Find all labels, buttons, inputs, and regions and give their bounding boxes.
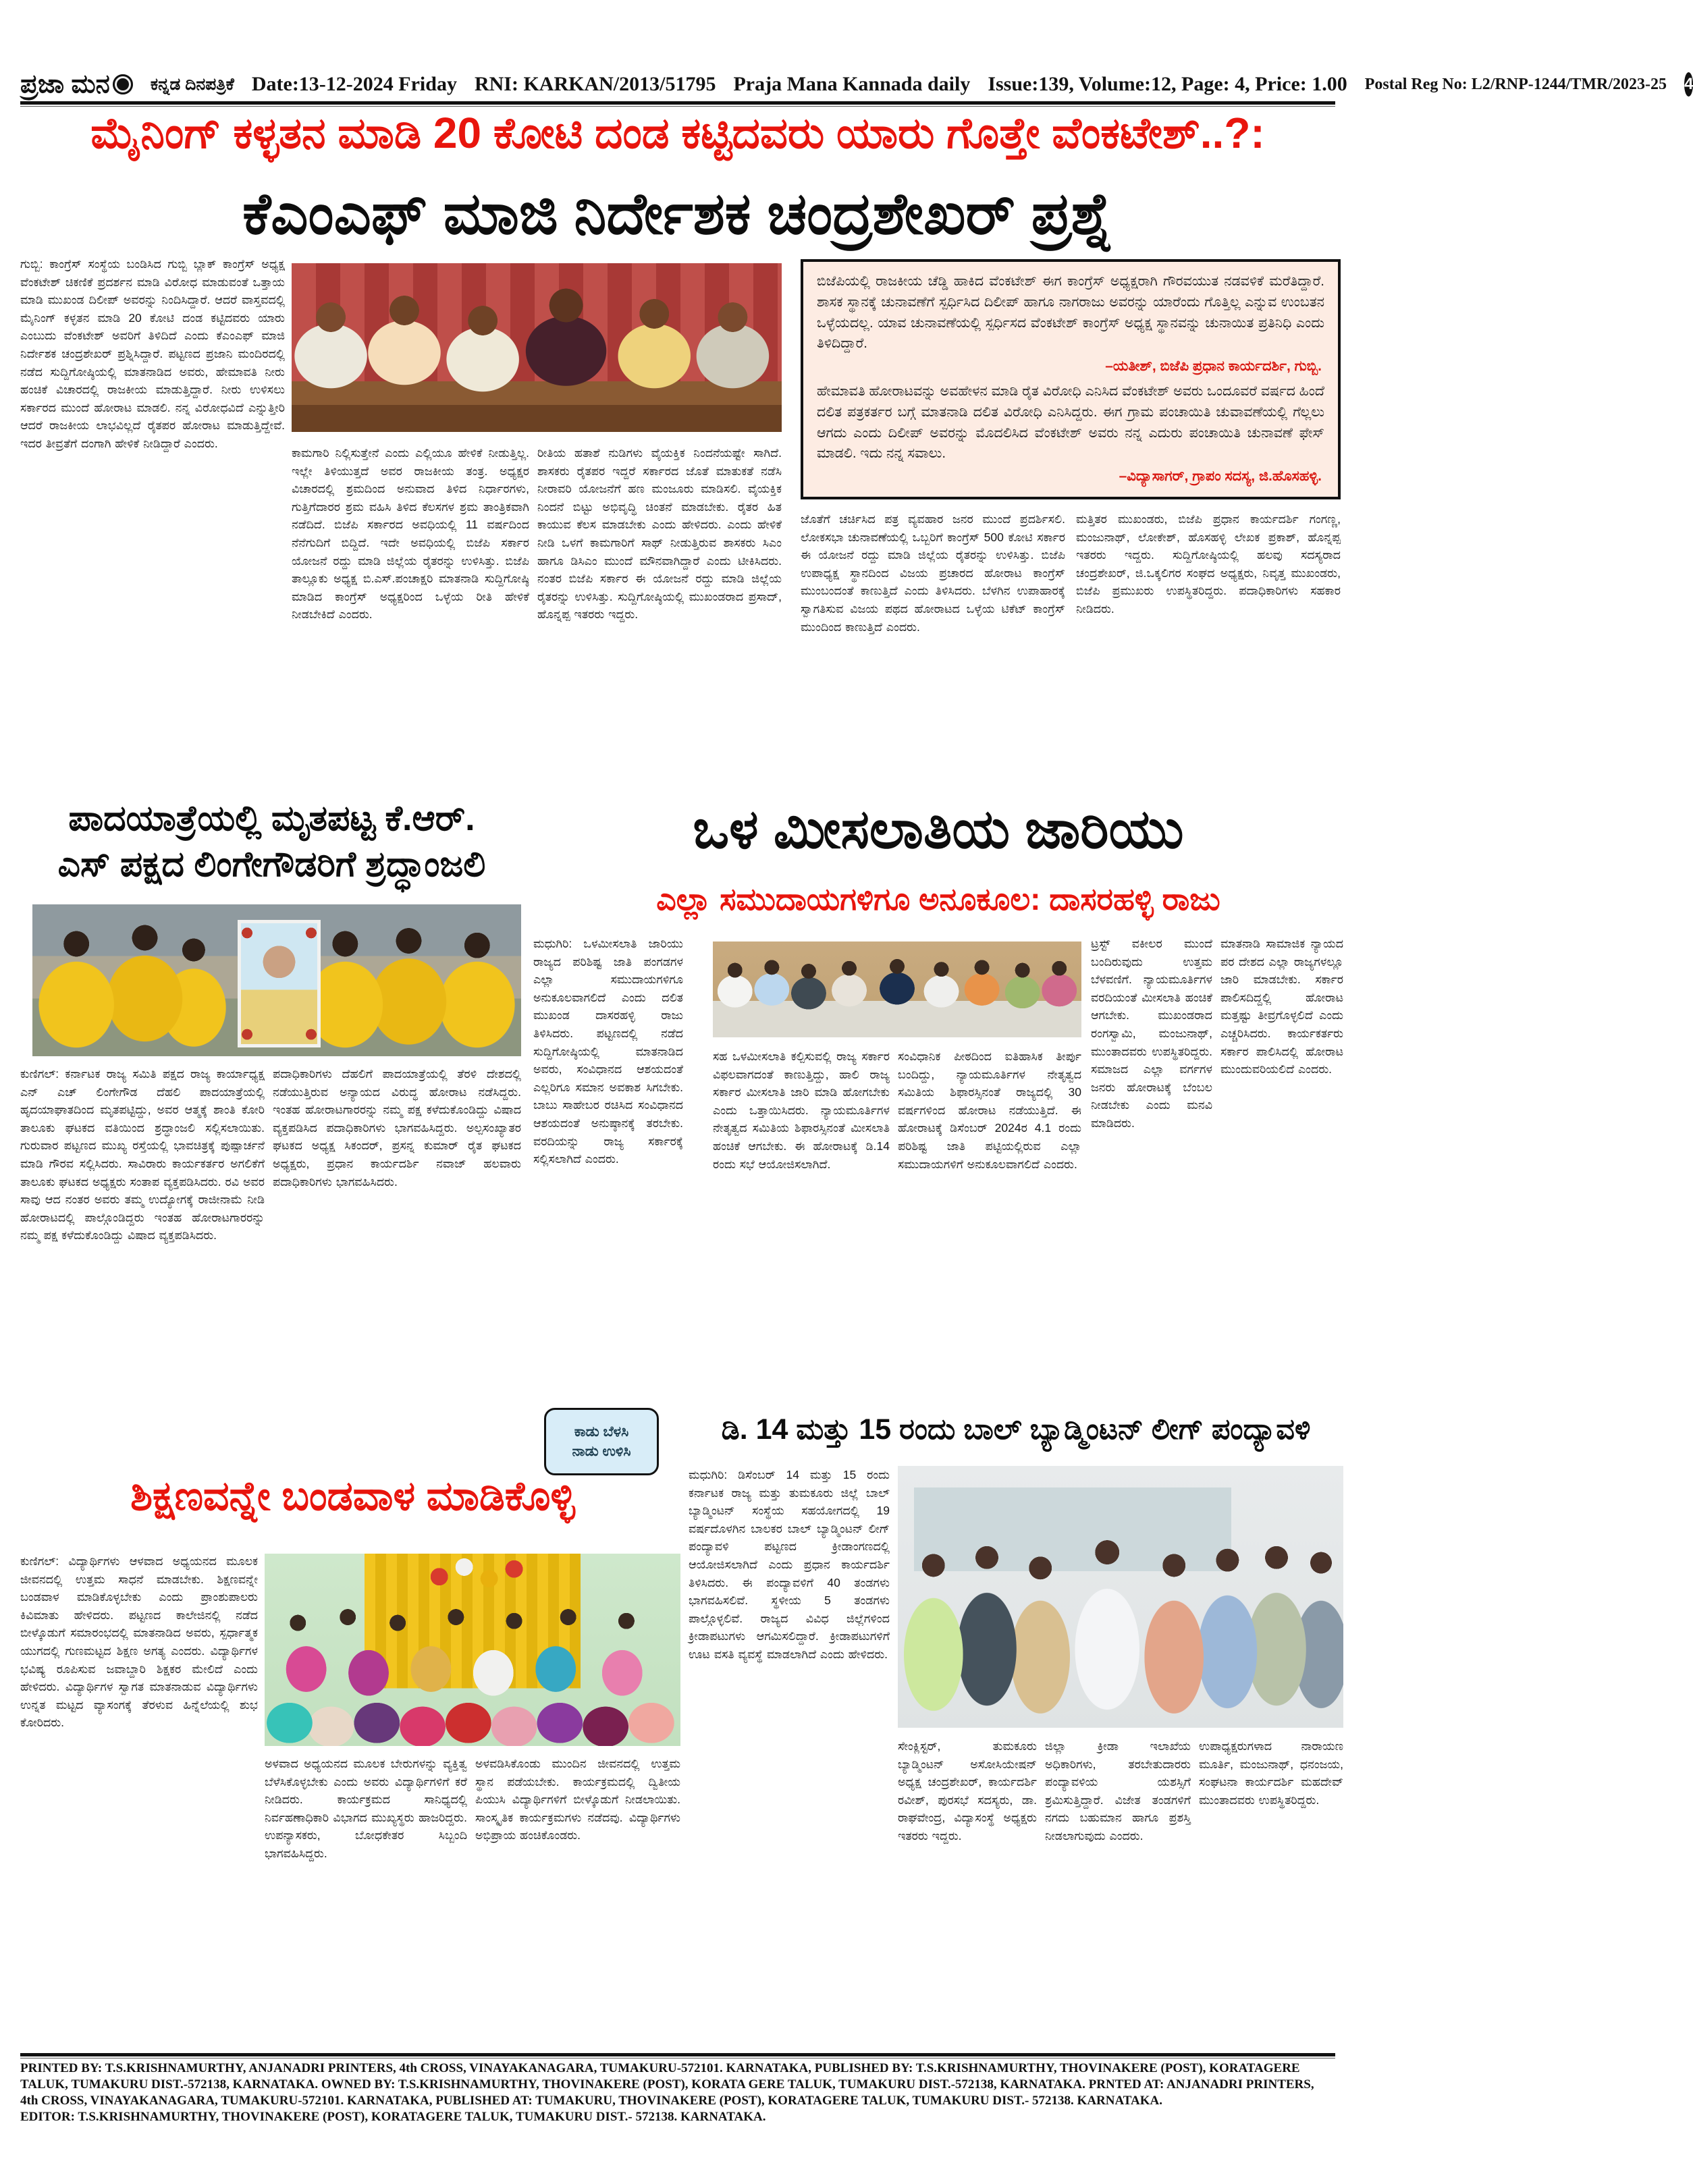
reservation-column-3: ಸಂವಿಧಾನಿಕ ಪೀಠದಿಂದ ಐತಿಹಾಸಿಕ ತೀರ್ಪು ಬಂದಿದ್ದು, ನ್ಯಾಯಮೂರ್ತಿಗಳ ನೇತೃತ್ವದ ಸಮಿತಿಯ ಶಿಫಾರಸ್ಸಿನಂತೆ ರಾಜ್ಯದಲ್ಲಿ 30 ವರ್ಷಗಳಿಂದ ಹೋರಾಟ ನಡೆಯುತ್ತಿದೆ. ಈ ಹೋರಾಟಕ್ಕೆ ಡಿಸೆಂಬರ್ 2024ರ 4.1 ರಂದು ಪರಿಶಿಷ್ಟ ಜಾತಿ ಪಟ್ಟಿಯಲ್ಲಿರುವ ಎಲ್ಲಾ ಸಮುದಾಯಗಳಿಗೆ ಅನುಕೂಲವಾಗಲಿದೆ ಎಂದರು. (898, 1049, 1081, 1171)
footer-imprint-line3: 4th CROSS, VINAYAKANAGARA, TUMAKURU-572101. KARNATAKA, PUBLISHED AT: TUMAKURU, THOVINAKERE (POST), KORATAGERE TALUK, TUMAKURU DIST.- 572138. KARNATAKA. (20, 2094, 1163, 2108)
footer-imprint-line4: EDITOR: T.S.KRISHNAMURTHY, THOVINAKERE (POST), KORATAGERE TALUK, TUMAKURU DIST.- 572138. KARNATAKA. (20, 2110, 766, 2124)
education-column-3: ಅಳವಡಿಸಿಕೊಂಡು ಮುಂದಿನ ಜೀವನದಲ್ಲಿ ಉತ್ತಮ ಸ್ಥಾನ ಪಡೆಯಬೇಕು. ಕಾರ್ಯಕ್ರಮದಲ್ಲಿ ದ್ವಿತೀಯ ಪಿಯುಸಿ ವಿದ್ಯಾರ್ಥಿಗಳಿಗೆ ಬೀಳ್ಕೊಡುಗೆ ನೀಡಲಾಯಿತು. ಸಾಂಸ್ಕೃತಿಕ ಕಾರ್ಯಕ್ರಮಗಳು ನಡೆದವು. ವಿದ್ಯಾರ್ಥಿಗಳು ಅಭಿಪ್ರಾಯ ಹಂಚಿಕೊಂಡರು. (475, 1757, 680, 1842)
quote-attribution-2: –ವಿದ್ಯಾಸಾಗರ್, ಗ್ರಾಪಂ ಸದಸ್ಯ, ಜಿ.ಹೊಸಹಳ್ಳಿ. (1119, 468, 1322, 484)
lead-column-4: ಜೊತೆಗೆ ಚರ್ಚಿಸಿದ ಪತ್ರ ವ್ಯವಹಾರ ಜನರ ಮುಂದೆ ಪ್ರದರ್ಶಿಸಲಿ. ಲೋಕಸಭಾ ಚುನಾವಣೆಯಲ್ಲಿ ಒಬ್ಬರಿಗೆ ಕಾಂಗ್ರೆಸ್ 500 ಕೋಟಿ ಸರ್ಕಾರ ಈ ಯೋಜನೆ ರದ್ದು ಮಾಡಿ ಜಿಲ್ಲೆಯ ರೈತರನ್ನು ಉಳಿಸಿತ್ತು. ಬಿಜೆಪಿ ಉಪಾಧ್ಯಕ್ಷ ಸ್ಥಾನದಿಂದ ವಿಜಯ ಪ್ರಚಾರದ ಹೋರಾಟ ಕಾಂಗ್ರೆಸ್ ಮುಂಬಂದಂತೆ ಕಾಣುತ್ತಿದೆ ಎಂದು ತಿಳಿಸಿದರು. ಬೆಳಗಿನ ಉಪಾಹಾರಕ್ಕೆ ಸ್ವಾಗತಿಸುವ ವಿಜಯ ಪಥದ ಹೋರಾಟದ ಒಳ್ಳೆಯ ಟಿಕೆಟ್ ಕಾಂಗ್ರೆಸ್ ಮುಂದಿಂದ ಕಾಣುತ್ತಿದೆ ಎಂದರು. (801, 512, 1065, 634)
newspaper-logo-text: ಪ್ರಜಾ ಮನ (20, 70, 110, 99)
press-conference-photo (292, 263, 782, 432)
badminton-headline: ಡಿ. 14 ಮತ್ತು 15 ರಂದು ಬಾಲ್ ಬ್ಯಾಡ್ಮಿಂಟನ್ ಲೀಗ್ ಪಂದ್ಯಾವಳಿ (721, 1413, 1311, 1446)
lead-column-5: ಮತ್ತಿತರ ಮುಖಂಡರು, ಬಿಜೆಪಿ ಪ್ರಧಾನ ಕಾರ್ಯದರ್ಶಿ ಗಂಗಣ್ಣ, ಮಂಜುನಾಥ್, ಲೋಕೇಶ್, ಹೊಸಹಳ್ಳಿ ಲೇಖಕ ಪ್ರಕಾಶ್, ಹೊನ್ನಪ್ಪ ಇತರರು ಇದ್ದರು. ಸುದ್ದಿಗೋಷ್ಠಿಯಲ್ಲಿ ಹಲವು ಸದಸ್ಯರಾದ ಚಂದ್ರಶೇಖರ್, ಜಿ.ಒಕ್ಕಲಿಗರ ಸಂಘದ ಅಧ್ಯಕ್ಷರು, ನಿವೃತ್ತ ಮುಖಂಡರು, ಬಿಜೆಪಿ ಪ್ರಮುಖರು ಉಪಸ್ಥಿತರಿದ್ದರು. ಪದಾಧಿಕಾರಿಗಳು ಸಹಕಾರ ನೀಡಿದರು. (1076, 512, 1341, 616)
eco-slogan-box (544, 1408, 659, 1475)
reservation-subheadline: ಎಲ್ಲಾ ಸಮುದಾಯಗಳಿಗೂ ಅನೂಕೂಲ: ದಾಸರಹಳ್ಳಿ ರಾಜು (656, 881, 1220, 917)
masthead-tagline: ಕನ್ನಡ ದಿನಪತ್ರಿಕೆ (150, 74, 234, 94)
reservation-column-5: ಮಾತನಾಡಿ ಸಾಮಾಜಿಕ ನ್ಯಾಯದ ಪರ ದೇಶದ ಎಲ್ಲಾ ರಾಜ್ಯಗಳಲ್ಲೂ ಜಾರಿ ಮಾಡಬೇಕು. ಸರ್ಕಾರ ಪಾಲಿಸದಿದ್ದಲ್ಲಿ ಹೋರಾಟ ಮತ್ತಷ್ಟು ತೀವ್ರಗೊಳ್ಳಲಿದೆ ಎಂದು ಎಚ್ಚರಿಸಿದರು. ಕಾರ್ಯಕರ್ತರು ಸರ್ಕಾರ ಪಾಲಿಸಿದಲ್ಲಿ ಹೋರಾಟ ಮುಂದುವರಿಯಲಿದೆ ಎಂದರು. (1220, 937, 1343, 1076)
badminton-column-3: ಜಿಲ್ಲಾ ಕ್ರೀಡಾ ಇಲಾಖೆಯ ಅಧಿಕಾರಿಗಳು, ತರಬೇತುದಾರರು ಪಂದ್ಯಾವಳಿಯ ಯಶಸ್ಸಿಗೆ ಶ್ರಮಿಸುತ್ತಿದ್ದಾರೆ. ವಿಜೇತ ತಂಡಗಳಿಗೆ ನಗದು ಬಹುಮಾನ ಹಾಗೂ ಪ್ರಶಸ್ತಿ ನೀಡಲಾಗುವುದು ಎಂದರು. (1045, 1739, 1191, 1842)
quote-text-2: ಹೇಮಾವತಿ ಹೋರಾಟವನ್ನು ಅವಹೇಳನ ಮಾಡಿ ರೈತ ವಿರೋಧಿ ಎನಿಸಿದ ವೆಂಕಟೇಶ್ ಅವರು ಒಂದೂವರೆ ವರ್ಷದ ಹಿಂದೆ ದಲಿತ ಪತ್ರಕರ್ತರ ಬಗ್ಗೆ ಮಾತನಾಡಿ ದಲಿತ ವಿರೋಧಿ ಎನಿಸಿದ್ದರು. ಈಗ ಗ್ರಾಮ ಪಂಚಾಯಿತಿ ಚುವಾವಣೆಯಲ್ಲಿ ಗೆಲ್ಲಲು ಆಗದು ಎಂದು ದಿಲೀಪ್ ಅವರನ್ನು ಮೊದಲಿಸಿದ ವೆಂಕಟೇಶ್ ಅವರು ನನ್ನ ಎದುರು ಪಂಚಾಯಿತಿ ಚುನಾವಣೆ ಫೇಸ್ ಮಾಡಲಿ. ಇದು ನನ್ನ ಸವಾಲು. (817, 383, 1324, 462)
garlanded-portrait (238, 920, 321, 1047)
education-column-1: ಕುಣಿಗಲ್: ವಿದ್ಯಾರ್ಥಿಗಳು ಆಳವಾದ ಅಧ್ಯಯನದ ಮೂಲಕ ಜೀವನದಲ್ಲಿ ಉತ್ತಮ ಸಾಧನೆ ಮಾಡಬೇಕು. ಶಿಕ್ಷಣವನ್ನೇ ಬಂಡವಾಳ ಮಾಡಿಕೊಳ್ಳಬೇಕು ಎಂದು ಪ್ರಾಂಶುಪಾಲರು ಕಿವಿಮಾತು ಹೇಳಿದರು. ಪಟ್ಟಣದ ಕಾಲೇಜಿನಲ್ಲಿ ನಡೆದ ಬೀಳ್ಕೊಡುಗೆ ಸಮಾರಂಭದಲ್ಲಿ ಮಾತನಾಡಿದ ಅವರು, ಸ್ಪರ್ಧಾತ್ಮಕ ಯುಗದಲ್ಲಿ ಗುಣಮಟ್ಟದ ಶಿಕ್ಷಣ ಅಗತ್ಯ ಎಂದರು. ವಿದ್ಯಾರ್ಥಿಗಳ ಭವಿಷ್ಯ ರೂಪಿಸುವ ಜವಾಬ್ದಾರಿ ಶಿಕ್ಷಕರ ಮೇಲಿದೆ ಎಂದು ಹೇಳಿದರು. ವಿದ್ಯಾರ್ಥಿಗಳ ಸ್ವಾಗತ ಮಾತನಾಡುವ ವಿದ್ಯಾರ್ಥಿಗಳು ಉನ್ನತ ಮಟ್ಟದ ವ್ಯಾಸಂಗಕ್ಕೆ ತೆರಳುವ ಹಿನ್ನೆಲೆಯಲ್ಲಿ ಶುಭ ಕೋರಿದರು. (20, 1554, 258, 1730)
masthead-rule (20, 101, 1335, 105)
college-event-photo (265, 1554, 680, 1746)
masthead-issue-info: Issue:139, Volume:12, Page: 4, Price: 1.00 (988, 73, 1347, 95)
masthead-postal-reg: Postal Reg No: L2/RNP-1244/TMR/2023-25 (1364, 75, 1667, 93)
tribute-photo (32, 904, 521, 1056)
reservation-headline: ಒಳ ಮೀಸಲಾತಿಯ ಜಾರಿಯು (693, 799, 1184, 859)
lead-headline: ಕೆಎಂಎಫ್ ಮಾಜಿ ನಿರ್ದೇಶಕ ಚಂದ್ರಶೇಖರ್ ಪ್ರಶ್ನೆ (242, 182, 1113, 246)
footer-imprint-line1: PRINTED BY: T.S.KRISHNAMURTHY, ANJANADRI PRINTERS, 4th CROSS, VINAYAKANAGARA, TUMAKURU-572101. KARNATAKA, PUBLISHED BY: T.S.KRISHNAMURTHY, THOVINAKERE (POST), KORATAGERE (20, 2061, 1300, 2075)
quote-box (801, 259, 1341, 499)
reservation-column-4: ಟ್ರಸ್ಟ್ ವಕೀಲರ ಮುಂದೆ ಬಂದಿರುವುದು ಉತ್ತಮ ಬೆಳವಣಿಗೆ. ನ್ಯಾಯಮೂರ್ತಿಗಳ ವರದಿಯಂತೆ ಮೀಸಲಾತಿ ಹಂಚಿಕೆ ಆಗಬೇಕು. ಮುಖಂಡರಾದ ರಂಗಸ್ವಾಮಿ, ಮಂಜುನಾಥ್, ಮುಂತಾದವರು ಉಪಸ್ಥಿತರಿದ್ದರು. ಸಮಾಜದ ಎಲ್ಲಾ ವರ್ಗಗಳ ಜನರು ಹೋರಾಟಕ್ಕೆ ಬೆಂಬಲ ನೀಡಬೇಕು ಎಂದು ಮನವಿ ಮಾಡಿದರು. (1091, 937, 1212, 1130)
page-number-badge: 4 (1684, 72, 1693, 97)
badminton-column-1: ಮಧುಗಿರಿ: ಡಿಸೆಂಬರ್ 14 ಮತ್ತು 15 ರಂದು ಕರ್ನಾಟಕ ರಾಜ್ಯ ಮತ್ತು ತುಮಕೂರು ಜಿಲ್ಲೆ ಬಾಲ್ ಬ್ಯಾಡ್ಮಿಂಟನ್ ಸಂಸ್ಥೆಯ ಸಹಯೋಗದಲ್ಲಿ 19 ವರ್ಷದೊಳಗಿನ ಬಾಲಕರ ಬಾಲ್ ಬ್ಯಾಡ್ಮಿಂಟನ್ ಲೀಗ್ ಪಂದ್ಯಾವಳಿ ಪಟ್ಟಣದ ಕ್ರೀಡಾಂಗಣದಲ್ಲಿ ಆಯೋಜಿಸಲಾಗಿದೆ ಎಂದು ಪ್ರಧಾನ ಕಾರ್ಯದರ್ಶಿ ತಿಳಿಸಿದರು. ಈ ಪಂದ್ಯಾವಳಿಗೆ 40 ತಂಡಗಳು ಭಾಗವಹಿಸಲಿವೆ. ಸ್ಥಳೀಯ 5 ತಂಡಗಳು ಪಾಲ್ಗೊಳ್ಳಲಿವೆ. ರಾಜ್ಯದ ವಿವಿಧ ಜಿಲ್ಲೆಗಳಿಂದ ಕ್ರೀಡಾಪಟುಗಳು ಆಗಮಿಸಲಿದ್ದಾರೆ. ಕ್ರೀಡಾಪಟುಗಳಿಗೆ ಊಟ ವಸತಿ ವ್ಯವಸ್ಥೆ ಮಾಡಲಾಗಿದೆ ಎಂದು ಹೇಳಿದರು. (689, 1468, 890, 1661)
badminton-column-2: ಸೇಂಕ್ಲಿಸ್ಟರ್, ತುಮಕೂರು ಬ್ಯಾಡ್ಮಿಂಟನ್ ಅಸೋಸಿಯೇಷನ್ ಅಧ್ಯಕ್ಷ ಚಂದ್ರಶೇಖರ್, ಕಾರ್ಯದರ್ಶಿ ರವೀಶ್, ಪುರಸಭೆ ಸದಸ್ಯರು, ಡಾ. ರಾಘವೇಂದ್ರ, ವಿದ್ಯಾಸಂಸ್ಥೆ ಅಧ್ಯಕ್ಷರು ಇತರರು ಇದ್ದರು. (898, 1739, 1037, 1842)
footer-imprint-line2: TALUK, TUMAKURU DIST.-572138, KARNATAKA. OWNED BY: T.S.KRISHNAMURTHY, THOVINAKERE (POST), KORATA GERE TALUK, TUMAKURU DIST.-572138, KARNATAKA. PRNTED AT: ANJANADRI PRINTERS, (20, 2077, 1314, 2092)
footer-rule (20, 2053, 1335, 2056)
tribute-column-2: ಪದಾಧಿಕಾರಿಗಳು ದೆಹಲಿಗೆ ಪಾದಯಾತ್ರೆಯಲ್ಲಿ ತೆರಳಿ ದೇಶದಲ್ಲಿ ನಡೆಯುತ್ತಿರುವ ಅನ್ಯಾಯದ ವಿರುದ್ಧ ಹೋರಾಟ ನಡೆಸಿದ್ದರು. ಇಂತಹ ಹೋರಾಟಗಾರರನ್ನು ನಮ್ಮ ಪಕ್ಷ ಕಳೆದುಕೊಂಡಿದ್ದು ವಿಷಾದ ವ್ಯಕ್ತಪಡಿಸಿದ ಪದಾಧಿಕಾರಿಗಳು ಭಾಗವಹಿಸಿದ್ದರು. ಅಲ್ಪಸಂಖ್ಯಾತರ ಘಟಕದ ಅಧ್ಯಕ್ಷ ಸಿಕಂದರ್, ಪ್ರಸನ್ನ ಕುಮಾರ್ ರೈತ ಘಟಕದ ಅಧ್ಯಕ್ಷರು, ಪ್ರಧಾನ ಕಾರ್ಯದರ್ಶಿ ನವಾಜ್ ಹಲವಾರು ಪದಾಧಿಕಾರಿಗಳು ಭಾಗವಹಿಸಿದರು. (273, 1067, 521, 1189)
reservation-column-2: ಸಹ ಒಳಮೀಸಲಾತಿ ಕಲ್ಪಿಸುವಲ್ಲಿ ರಾಜ್ಯ ಸರ್ಕಾರ ವಿಫಲವಾಗದಂತೆ ಕಾಣುತ್ತಿದ್ದು, ಹಾಲಿ ರಾಜ್ಯ ಸರ್ಕಾರ ಮೀಸಲಾತಿ ಜಾರಿ ಮಾಡಿ ಹೋಗಬೇಕು ಎಂದು ಒತ್ತಾಯಿಸಿದರು. ನ್ಯಾಯಮೂರ್ತಿಗಳ ನೇತೃತ್ವದ ಸಮಿತಿಯ ಶಿಫಾರಸ್ಸಿನಂತೆ ಮೀಸಲಾತಿ ಹಂಚಿಕೆ ಆಗಬೇಕು. ಈ ಹೋರಾಟಕ್ಕೆ ಡಿ.14 ರಂದು ಸಭೆ ಆಯೋಜಿಸಲಾಗಿದೆ. (713, 1049, 890, 1171)
masthead-rni: RNI: KARKAN/2013/51795 (474, 73, 716, 95)
masthead-date: Date:13-12-2024 Friday (251, 73, 457, 95)
tribute-headline-line2: ಎಸ್ ಪಕ್ಷದ ಲಿಂಗೇಗೌಡರಿಗೆ ಶ್ರದ್ಧಾಂಜಲಿ (57, 845, 486, 884)
eco-slogan-line1: ಕಾಡು ಬೆಳಸಿ (574, 1423, 629, 1440)
quote-attribution-1: –ಯತೀಶ್, ಬಿಜೆಪಿ ಪ್ರಧಾನ ಕಾರ್ಯದರ್ಶಿ, ಗುಬ್ಬಿ. (1105, 358, 1322, 374)
lead-column-1: ಗುಬ್ಬಿ: ಕಾಂಗ್ರೆಸ್ ಸಂಸ್ಥೆಯ ಬಂಡಿಸಿದ ಗುಬ್ಬಿ ಬ್ಲಾಕ್ ಕಾಂಗ್ರೆಸ್ ಅಧ್ಯಕ್ಷ ವೆಂಕಟೇಶ್ ಚಿಕಣಿಕೆ ಪ್ರದರ್ಶನ ಮಾಡಿ ವಿರೋಧ ಮಾಡುವಂತೆ ಒತ್ತಾಯ ಮಾಡಿ ಮುಖಂಡ ದಿಲೀಪ್ ಅವರನ್ನು ನಿಂದಿಸಿದ್ದಾರೆ. ಆದರೆ ವಾಸ್ತವದಲ್ಲಿ ಮೈನಿಂಗ್ ಕಳ್ಳತನ ಮಾಡಿ 20 ಕೋಟಿ ದಂಡ ಕಟ್ಟಿದವರು ಯಾರು ಎಂಬುದು ವೆಂಕಟೇಶ್ ಅವರಿಗೆ ತಿಳಿದಿದೆ ಎಂದು ಕೆಎಂಎಫ್ ಮಾಜಿ ನಿರ್ದೇಶಕ ಚಂದ್ರಶೇಖರ್ ಪ್ರಶ್ನಿಸಿದ್ದಾರೆ. ಪಟ್ಟಣದ ಪ್ರಜಾನಿ ಮಂದಿರದಲ್ಲಿ ನಡೆದ ಸುದ್ದಿಗೋಷ್ಠಿಯಲ್ಲಿ ಮಾತನಾಡಿದ ಅವರು, ಹೇಮಾವತಿ ನೀರು ಹಂಚಿಕೆ ವಿಚಾರದಲ್ಲಿ ರಾಜಕೀಯ ಮಾಡುತ್ತಿದ್ದಾರೆ. ನೀರು ಉಳಿಸಲು ಸರ್ಕಾರದ ಮುಂದೆ ಹೋರಾಟ ಮಾಡಲಿ. ನನ್ನ ವಿರೋಧವಿದೆ ಎನ್ನುತ್ತೀರಿ ಆದರೆ ರಾಜಕೀಯ ಲಾಭವಿಲ್ಲದೆ ರೈತಪರ ಹೋರಾಟ ಮಾಡುತ್ತಿದ್ದೇವೆ. ಇದರ ತೀವ್ರತೆಗೆ ದಂಗಾಗಿ ಹೇಳಿಕೆ ನೀಡಿದ್ದಾರೆ ಎಂದರು. (20, 257, 285, 450)
badminton-team-photo (898, 1466, 1343, 1728)
lead-kicker: ಮೈನಿಂಗ್ ಕಳ್ಳತನ ಮಾಡಿ 20 ಕೋಟಿ ದಂಡ ಕಟ್ಟಿದವರು ಯಾರು ಗೊತ್ತೇ ವೆಂಕಟೇಶ್..?: (90, 109, 1265, 157)
eco-slogan-line2: ನಾಡು ಉಳಿಸಿ (572, 1444, 631, 1459)
masthead (20, 67, 1693, 101)
education-column-2: ಅಳವಾದ ಅಧ್ಯಯನದ ಮೂಲಕ ಬೇರುಗಳನ್ನು ವ್ಯಕ್ತಿತ್ವ ಬೆಳೆಸಿಕೊಳ್ಳಬೇಕು ಎಂದು ಅವರು ವಿದ್ಯಾರ್ಥಿಗಳಿಗೆ ಕರೆ ನೀಡಿದರು. ಕಾರ್ಯಕ್ರಮದ ಸಾನಿಧ್ಯದಲ್ಲಿ ನಿರ್ವಹಣಾಧಿಕಾರಿ ವಿಭಾಗದ ಮುಖ್ಯಸ್ಥರು ಹಾಜರಿದ್ದರು. ಉಪನ್ಯಾಸಕರು, ಬೋಧಕೇತರ ಸಿಬ್ಬಂದಿ ಭಾಗವಹಿಸಿದ್ದರು. (265, 1757, 467, 1860)
lead-column-3: ರೀತಿಯ ಹತಾಶೆ ನುಡಿಗಳು ವೈಯಕ್ತಿಕ ನಿಂದನೆಯಷ್ಟೇ ಸಾಗಿದೆ. ಶಾಸಕರು ರೈತಪರ ಇದ್ದರೆ ಸರ್ಕಾರದ ಜೊತೆ ಮಾತುಕತೆ ನಡೆಸಿ ನೀರಾವರಿ ಯೋಜನೆಗೆ ಹಣ ಮಂಜೂರು ಮಾಡಿಸಲಿ. ವೈಯಕ್ತಿಕ ನಿಂದನೆ ಬಿಟ್ಟು ಅಭಿವೃದ್ಧಿ ಚಿಂತನೆ ಮಾಡಬೇಕು. ರೈತರ ಹಿತ ಕಾಯುವ ಕೆಲಸ ಮಾಡಬೇಕು ಎಂದು ಹೇಳಿದರು. ಎಂದು ಹೇಳಿಕೆ ನೀಡಿ ಒಳಗೆ ಕಾಮಗಾರಿಗೆ ಸಾಥ್ ನೀಡುತ್ತಿರುವ ಶಾಸಕರು ಸಿಎಂ ಹಾಗೂ ಡಿಸಿಎಂ ಮುಂದೆ ಮೌನವಾಗಿದ್ದಾರೆ ಎಂದು ಟೀಕಿಸಿದರು. ನಂತರ ಬಿಜೆಪಿ ಸರ್ಕಾರ ಈ ಯೋಜನೆ ರದ್ದು ಮಾಡಿ ಜಿಲ್ಲೆಯ ರೈತರನ್ನು ಉಳಿಸಿತ್ತು. ಸುದ್ದಿಗೋಷ್ಠಿಯಲ್ಲಿ ಮುಖಂಡರಾದ ಪ್ರಸಾದ್, ಹೊನ್ನಪ್ಪ ಇತರರು ಇದ್ದರು. (537, 446, 782, 622)
tribute-headline-line1: ಪಾದಯಾತ್ರೆಯಲ್ಲಿ ಮೃತಪಟ್ಟ ಕೆ.ಆರ್. (68, 799, 475, 838)
masthead-english-name: Praja Mana Kannada daily (733, 73, 971, 95)
badminton-column-4: ಉಪಾಧ್ಯಕ್ಷರುಗಳಾದ ನಾರಾಯಣ ಮೂರ್ತಿ, ಮಂಜುನಾಥ್, ಧನಂಜಯ, ಸಂಘಟನಾ ಕಾರ್ಯದರ್ಶಿ ಮಹದೇವ್ ಮುಂತಾದವರು ಉಪಸ್ಥಿತರಿದ್ದರು. (1199, 1739, 1343, 1807)
tribute-column-1: ಕುಣಿಗಲ್: ಕರ್ನಾಟಕ ರಾಜ್ಯ ಸಮಿತಿ ಪಕ್ಷದ ರಾಜ್ಯ ಕಾರ್ಯಾಧ್ಯಕ್ಷ ಎನ್ ಎಚ್ ಲಿಂಗೇಗೌಡ ದೆಹಲಿ ಪಾದಯಾತ್ರೆಯಲ್ಲಿ ಹೃದಯಾಘಾತದಿಂದ ಮೃತಪಟ್ಟಿದ್ದು, ಅವರ ಆತ್ಮಕ್ಕೆ ಶಾಂತಿ ಕೋರಿ ತಾಲೂಕು ಘಟಕದ ವತಿಯಿಂದ ಶ್ರದ್ಧಾಂಜಲಿ ಸಲ್ಲಿಸಲಾಯಿತು. ಗುರುವಾರ ಪಟ್ಟಣದ ಮುಖ್ಯ ರಸ್ತೆಯಲ್ಲಿ ಭಾವಚಿತ್ರಕ್ಕೆ ಪುಷ್ಪಾರ್ಚನೆ ಮಾಡಿ ಗೌರವ ಸಲ್ಲಿಸಿದರು. ಸಾವಿರಾರು ಕಾರ್ಯಕರ್ತರ ಅಗಲಿಕೆಗೆ ತಾಲೂಕು ಘಟಕದ ಅಧ್ಯಕ್ಷರು ಸಂತಾಪ ವ್ಯಕ್ತಪಡಿಸಿದರು. ರವಿ ಅವರ ಸಾವು ಆದ ನಂತರ ಅವರು ತಮ್ಮ ಉದ್ಯೋಗಕ್ಕೆ ರಾಜೀನಾಮೆ ನೀಡಿ ಹೋರಾಟದಲ್ಲಿ ಪಾಲ್ಗೊಂಡಿದ್ದರು ಇಂತಹ ಹೋರಾಟಗಾರರನ್ನು ನಮ್ಮ ಪಕ್ಷ ಕಳೆದುಕೊಂಡಿದ್ದು ವಿಷಾದ ವ್ಯಕ್ತಪಡಿಸಿದರು. (20, 1067, 265, 1243)
meeting-photo (713, 941, 1081, 1037)
education-headline: ಶಿಕ್ಷಣವನ್ನೇ ಬಂಡವಾಳ ಮಾಡಿಕೊಳ್ಳಿ (130, 1473, 575, 1519)
lead-column-2: ಕಾಮಗಾರಿ ನಿಲ್ಲಿಸುತ್ತೇನೆ ಎಂದು ಎಲ್ಲಿಯೂ ಹೇಳಿಕೆ ನೀಡುತ್ತಿಲ್ಲ. ಇಲ್ಲೇ ತಿಳಿಯುತ್ತದೆ ಅವರ ರಾಜಕೀಯ ತಂತ್ರ. ಅಧ್ಯಕ್ಷರ ವಿಚಾರದಲ್ಲಿ ಶ್ರಮದಿಂದ ಅನುವಾದ ತಿಳಿದ ನಿರ್ಧಾರಗಳು, ಗುತ್ತಿಗೆದಾರರ ಶ್ರಮ ವಹಿಸಿ ತಿಳಿದ ಕೆಲಸಗಳ ಶ್ರಮ ತಾಂತ್ರಿಕವಾಗಿ ನಡೆದಿದೆ. ಬಿಜೆಪಿ ಸರ್ಕಾರದ ಅವಧಿಯಲ್ಲಿ 11 ವರ್ಷದಿಂದ ನೆನೆಗುದಿಗೆ ಬಿದ್ದಿದೆ. ಇದೇ ಅವಧಿಯಲ್ಲಿ ಬಿಜೆಪಿ ಸರ್ಕಾರ ಯೋಜನೆ ರದ್ದು ಮಾಡಿ ಜಿಲ್ಲೆಯ ರೈತರನ್ನು ಉಳಿಸಿತ್ತು. ಬಿಜೆಪಿ ತಾಲ್ಲೂಕು ಅಧ್ಯಕ್ಷ ಬಿ.ಎಸ್.ಪಂಚಾಕ್ಷರಿ ಮಾತನಾಡಿ ಸುದ್ದಿಗೋಷ್ಠಿ ಮಾಡಿದ ಕಾಂಗ್ರೆಸ್ ಅಧ್ಯಕ್ಷರಿಂದ ಒಳ್ಳೆಯ ರೀತಿ ಹೇಳಿಕೆ ನೀಡಬೇಕಿದೆ ಎಂದರು. (292, 446, 529, 622)
reservation-column-1: ಮಧುಗಿರಿ: ಒಳಮೀಸಲಾತಿ ಜಾರಿಯು ರಾಜ್ಯದ ಪರಿಶಿಷ್ಟ ಜಾತಿ ಪಂಗಡಗಳ ಎಲ್ಲಾ ಸಮುದಾಯಗಳಿಗೂ ಅನುಕೂಲವಾಗಲಿದೆ ಎಂದು ದಲಿತ ಮುಖಂಡ ದಾಸರಹಳ್ಳಿ ರಾಜು ತಿಳಿಸಿದರು. ಪಟ್ಟಣದಲ್ಲಿ ನಡೆದ ಸುದ್ದಿಗೋಷ್ಠಿಯಲ್ಲಿ ಮಾತನಾಡಿದ ಅವರು, ಸಂವಿಧಾನದ ಆಶಯದಂತೆ ಎಲ್ಲರಿಗೂ ಸಮಾನ ಅವಕಾಶ ಸಿಗಬೇಕು. ಬಾಬು ಸಾಹೇಬರ ರಚಿಸಿದ ಸಂವಿಧಾನದ ಆಶಯದಂತೆ ಅನುಷ್ಠಾನಕ್ಕೆ ತರಬೇಕು. ವರದಿಯನ್ನು ರಾಜ್ಯ ಸರ್ಕಾರಕ್ಕೆ ಸಲ್ಲಿಸಲಾಗಿದೆ ಎಂದರು. (533, 937, 683, 1166)
newspaper-logo (20, 70, 133, 99)
logo-emblem-icon (113, 74, 133, 94)
quote-text-1: ಬಿಜೆಪಿಯಲ್ಲಿ ರಾಜಕೀಯ ಚೆಡ್ಡಿ ಹಾಕಿದ ವೆಂಕಟೇಶ್ ಈಗ ಕಾಂಗ್ರೆಸ್ ಅಧ್ಯಕ್ಷರಾಗಿ ಗೌರವಯುತ ನಡವಳಿಕೆ ಮರೆತಿದ್ದಾರೆ. ಶಾಸಕ ಸ್ಥಾನಕ್ಕೆ ಚುನಾವಣೆಗೆ ಸ್ಪರ್ಧಿಸಿದ ದಿಲೀಪ್ ಹಾಗೂ ನಾಗರಾಜು ಅವರನ್ನು ಯಾರೆಂದು ಗೊತ್ತಿಲ್ಲ ಎನ್ನುವ ಉಂಬತನ ಒಳ್ಳೆಯದಲ್ಲ. ಯಾವ ಚುನಾವಣೆಯಲ್ಲಿ ಸ್ಪರ್ಧಿಸದ ವೆಂಕಟೇಶ್ ಕಾಂಗ್ರೆಸ್ ಅಧ್ಯಕ್ಷ ಸ್ಥಾನವನ್ನು ಚುನಾಯಿತ ಪ್ರತಿನಿಧಿ ಎಂದು ತಿಳಿದಿದ್ದಾರೆ. (817, 273, 1324, 352)
